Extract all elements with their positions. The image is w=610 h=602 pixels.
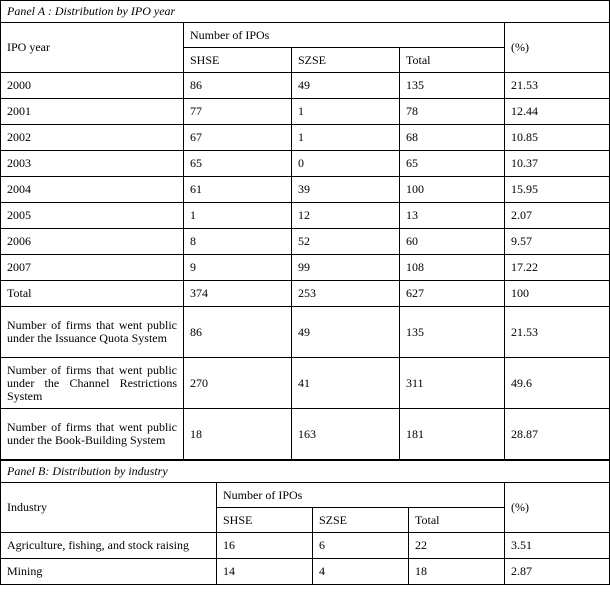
total-value: 22 [409, 533, 505, 559]
szse-value: 49 [292, 73, 400, 99]
szse-value: 99 [292, 255, 400, 281]
percent-value: 49.6 [505, 358, 610, 409]
table-row [1, 73, 610, 99]
panel-b-table [0, 460, 610, 585]
szse-value: 4 [313, 559, 409, 585]
row-label: 2000 [1, 73, 184, 99]
row-label: 2001 [1, 99, 184, 125]
shse-value: 61 [184, 177, 292, 203]
table-row [1, 125, 610, 151]
row-label: Mining [1, 559, 217, 585]
percent-value: 2.87 [505, 559, 610, 585]
table-row [1, 203, 610, 229]
percent-value: 10.85 [505, 125, 610, 151]
total-value: 68 [400, 125, 505, 151]
szse-value: 163 [292, 409, 400, 460]
total-header: Total [409, 508, 505, 533]
row-label: 2006 [1, 229, 184, 255]
ipo-year-header: IPO year [1, 23, 184, 73]
table-row [1, 229, 610, 255]
row-label: Number of firms that went public under the Book-Building System [1, 409, 184, 460]
panel-b-title-row [1, 461, 610, 483]
szse-value: 1 [292, 125, 400, 151]
percent-value: 28.87 [505, 409, 610, 460]
industry-header: Industry [1, 483, 217, 533]
szse-value: 52 [292, 229, 400, 255]
percent-value: 21.53 [505, 73, 610, 99]
table-row [1, 358, 610, 409]
percent-value: 15.95 [505, 177, 610, 203]
szse-header: SZSE [313, 508, 409, 533]
percent-value: 17.22 [505, 255, 610, 281]
total-value: 18 [409, 559, 505, 585]
shse-value: 16 [217, 533, 313, 559]
panel-b-header-row [1, 483, 610, 508]
total-value: 135 [400, 73, 505, 99]
percent-header: (%) [505, 483, 610, 533]
shse-value: 374 [184, 281, 292, 307]
shse-value: 9 [184, 255, 292, 281]
panel-b-body [1, 533, 610, 585]
row-label: Total [1, 281, 184, 307]
row-label: 2007 [1, 255, 184, 281]
shse-value: 8 [184, 229, 292, 255]
total-value: 311 [400, 358, 505, 409]
panel-a-title-row [1, 1, 610, 23]
table-row [1, 307, 610, 358]
total-value: 181 [400, 409, 505, 460]
total-value: 78 [400, 99, 505, 125]
shse-value: 86 [184, 73, 292, 99]
total-value: 627 [400, 281, 505, 307]
shse-header: SHSE [184, 48, 292, 73]
szse-value: 49 [292, 307, 400, 358]
table-row [1, 559, 610, 585]
number-of-ipos-header: Number of IPOs [217, 483, 505, 508]
szse-value: 12 [292, 203, 400, 229]
total-value: 65 [400, 151, 505, 177]
row-label: Number of firms that went public under the Issuance Quota System [1, 307, 184, 358]
percent-header: (%) [505, 23, 610, 73]
row-label: Number of firms that went public under the Channel Restrictions System [1, 358, 184, 409]
shse-value: 67 [184, 125, 292, 151]
szse-value: 39 [292, 177, 400, 203]
total-value: 135 [400, 307, 505, 358]
panel-b-title: Panel B: Distribution by industry [1, 461, 610, 483]
percent-value: 2.07 [505, 203, 610, 229]
total-value: 108 [400, 255, 505, 281]
total-value: 60 [400, 229, 505, 255]
row-label: Agriculture, fishing, and stock raising [1, 533, 217, 559]
total-value: 100 [400, 177, 505, 203]
row-label: 2002 [1, 125, 184, 151]
row-label: 2005 [1, 203, 184, 229]
table-row [1, 177, 610, 203]
panel-a-body [1, 73, 610, 460]
row-label: 2004 [1, 177, 184, 203]
table-row [1, 533, 610, 559]
shse-value: 18 [184, 409, 292, 460]
total-value: 13 [400, 203, 505, 229]
panel-a-header-row [1, 23, 610, 48]
percent-value: 100 [505, 281, 610, 307]
shse-header: SHSE [217, 508, 313, 533]
table-row [1, 255, 610, 281]
shse-value: 14 [217, 559, 313, 585]
szse-value: 41 [292, 358, 400, 409]
shse-value: 86 [184, 307, 292, 358]
table-row [1, 281, 610, 307]
table-row [1, 151, 610, 177]
szse-value: 6 [313, 533, 409, 559]
szse-value: 0 [292, 151, 400, 177]
table-row [1, 99, 610, 125]
shse-value: 77 [184, 99, 292, 125]
szse-header: SZSE [292, 48, 400, 73]
percent-value: 10.37 [505, 151, 610, 177]
percent-value: 12.44 [505, 99, 610, 125]
panel-a-title: Panel A : Distribution by IPO year [1, 1, 610, 23]
szse-value: 1 [292, 99, 400, 125]
row-label: 2003 [1, 151, 184, 177]
shse-value: 1 [184, 203, 292, 229]
shse-value: 65 [184, 151, 292, 177]
percent-value: 9.57 [505, 229, 610, 255]
shse-value: 270 [184, 358, 292, 409]
szse-value: 253 [292, 281, 400, 307]
number-of-ipos-header: Number of IPOs [184, 23, 505, 48]
percent-value: 3.51 [505, 533, 610, 559]
percent-value: 21.53 [505, 307, 610, 358]
table-row [1, 409, 610, 460]
total-header: Total [400, 48, 505, 73]
